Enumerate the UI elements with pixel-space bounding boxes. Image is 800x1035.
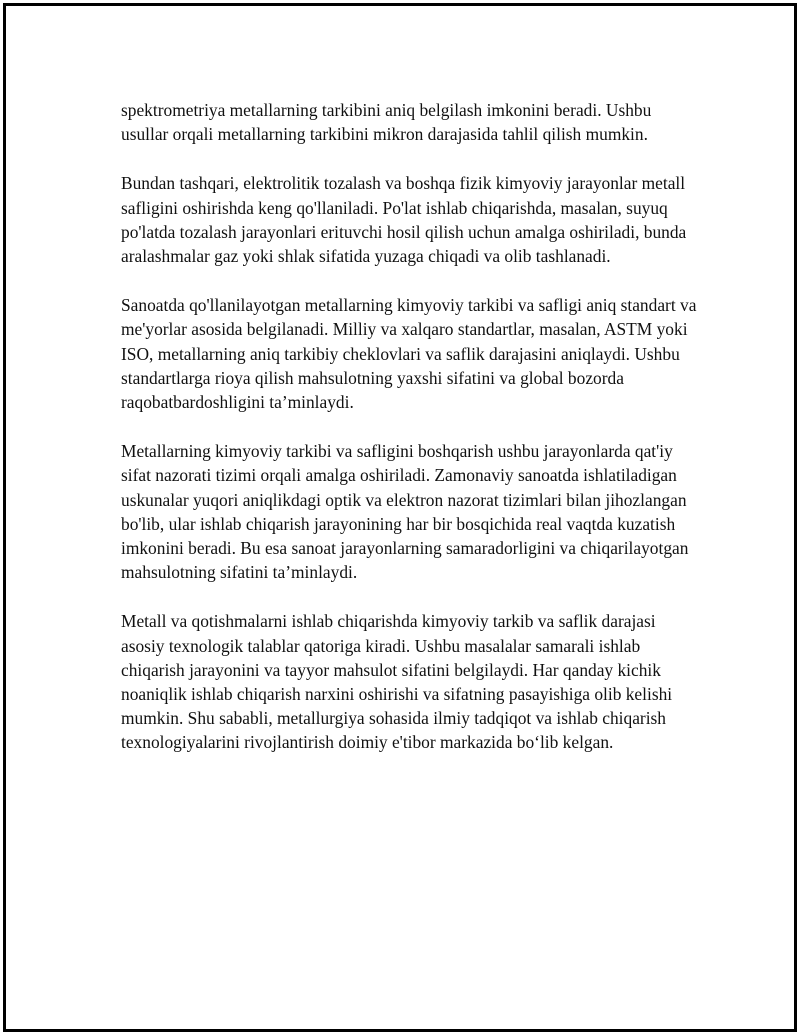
document-body (121, 98, 701, 780)
paragraph-2: Bundan tashqari, elektrolitik tozalash va boshqa fizik kimyoviy jarayonlar metall safligini oshirishda keng qo'llaniladi. Po'lat ishlab chiqarishda, masalan, suyuq po'latda tozalash jarayonlari erituvchi hosil qilish uchun amalga oshiriladi, bunda aralashmalar gaz yoki shlak sifatida yuzaga chiqadi va olib tashlanadi. (121, 173, 687, 267)
document-page (3, 3, 797, 1032)
paragraph-1: spektrometriya metallarning tarkibini aniq belgilash imkonini beradi. Ushbu usullar orqali metallarning tarkibini mikron darajasida tahlil qilish mumkin. (121, 100, 652, 145)
paragraph-5: Metall va qotishmalarni ishlab chiqarishda kimyoviy tarkib va saflik darajasi asosiy texnologik talablar qatoriga kiradi. Ushbu masalalar samarali ishlab chiqarish jarayonini va tayyor mahsulot sifatini belgilaydi. Har qanday kichik noaniqlik ishlab chiqarish narxini oshirishi va sifatning pasayishiga olib kelishi mumkin. Shu sababli, metallurgiya sohasida ilmiy tadqiqot va ishlab chiqarish texnologiyalarini rivojlantirish doimiy e'tibor markazida bo‘lib kelgan. (121, 611, 673, 753)
paragraph-4: Metallarning kimyoviy tarkibi va safligini boshqarish ushbu jarayonlarda qat'iy sifat nazorati tizimi orqali amalga oshiriladi. Zamonaviy sanoatda ishlatiladigan uskunalar yuqori aniqlikdagi optik va elektron nazorat tizimlari bilan jihozlangan bo'lib, ular ishlab chiqarish jarayonining har bir bosqichida real vaqtda kuzatish imkonini beradi. Bu esa sanoat jarayonlarning samaradorligini va chiqarilayotgan mahsulotning sifatini ta’minlaydi. (121, 441, 689, 583)
paragraph-3: Sanoatda qo'llanilayotgan metallarning kimyoviy tarkibi va safligi aniq standart va me'yorlar asosida belgilanadi. Milliy va xalqaro standartlar, masalan, ASTM yoki ISO, metallarning aniq tarkibiy cheklovlari va saflik darajasini aniqlaydi. Ushbu standartlarga rioya qilish mahsulotning yaxshi sifatini va global bozorda raqobatbardoshligini ta’minlaydi. (121, 295, 697, 413)
